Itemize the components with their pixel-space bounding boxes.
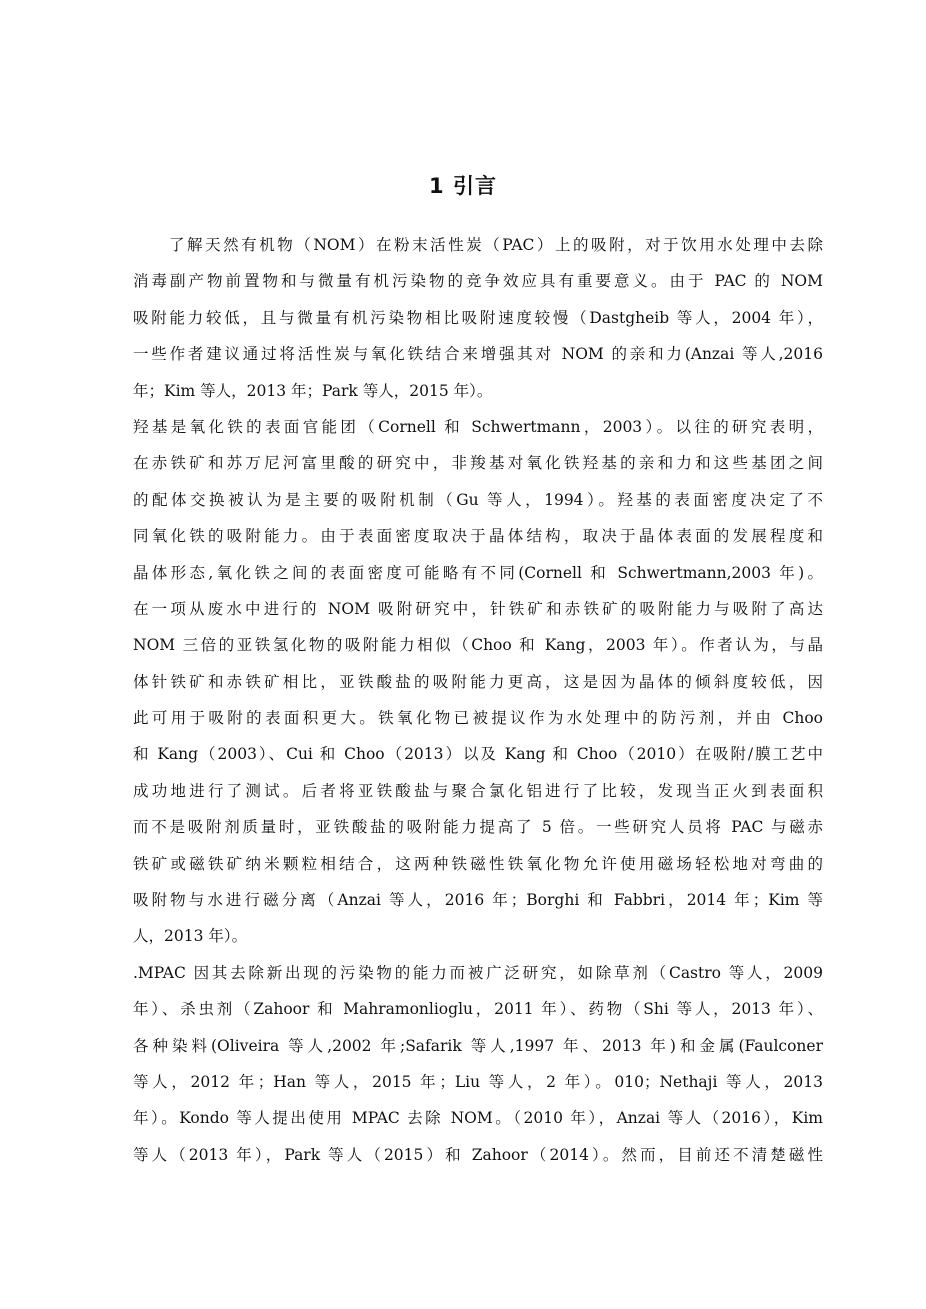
text-line: 吸附物与水进行磁分离（Anzai 等人，2016 年；Borghi 和 Fabbri，2014 年；Kim 等 — [133, 891, 823, 910]
body-text — [133, 227, 823, 1173]
text-line: 晶体形态,氧化铁之间的表面密度可能略有不同(Cornell 和 Schwertmann,2003 年)。 — [133, 563, 823, 582]
text-line: 羟基是氧化铁的表面官能团（Cornell 和 Schwertmann，2003）。以往的研究表明， — [133, 417, 823, 436]
text-line: 人，2013 年）。 — [133, 927, 248, 946]
text-line: 年）。Kondo 等人提出使用 MPAC 去除 NOM。（2010 年），Anzai 等人（2016），Kim — [133, 1109, 823, 1128]
section-title: 1 引言 — [429, 174, 497, 198]
text-line: 成功地进行了测试。后者将亚铁酸盐与聚合氯化铝进行了比较，发现当正火到表面积 — [133, 781, 823, 800]
text-line: 而不是吸附剂质量时，亚铁酸盐的吸附能力提高了 5 倍。一些研究人员将 PAC 与磁赤 — [133, 818, 823, 837]
text-line: 此可用于吸附的表面积更大。铁氧化物已被提议作为水处理中的防污剂，并由 Choo — [133, 709, 823, 728]
text-line: 年；Kim 等人，2013 年；Park 等人，2015 年）。 — [133, 381, 493, 400]
text-line: 等人（2013 年），Park 等人（2015）和 Zahoor（2014）。然而，目前还不清楚磁性 — [133, 1145, 823, 1164]
text-line: 在一项从废水中进行的 NOM 吸附研究中，针铁矿和赤铁矿的吸附能力与吸附了高达 — [133, 599, 823, 618]
text-line: 和 Kang（2003）、Cui 和 Choo（2013）以及 Kang 和 Choo（2010）在吸附/膜工艺中 — [133, 745, 823, 764]
text-line: 了解天然有机物（NOM）在粉末活性炭（PAC）上的吸附，对于饮用水处理中去除 — [169, 236, 823, 254]
text-line: 等人，2012 年；Han 等人，2015 年；Liu 等人，2 年）。010；Nethaji 等人，2013 — [133, 1072, 823, 1091]
text-line: 的配体交换被认为是主要的吸附机制（Gu 等人，1994）。羟基的表面密度决定了不 — [133, 490, 823, 509]
text-line: 在赤铁矿和苏万尼河富里酸的研究中，非羧基对氧化铁羟基的亲和力和这些基团之间 — [133, 454, 823, 473]
text-line: 一些作者建议通过将活性炭与氧化铁结合来增强其对 NOM 的亲和力(Anzai 等人,2016 — [133, 345, 823, 364]
text-line: .MPAC 因其去除新出现的污染物的能力而被广泛研究，如除草剂（Castro 等人，2009 — [133, 963, 823, 982]
text-line: NOM 三倍的亚铁氢化物的吸附能力相似（Choo 和 Kang，2003 年）。作者认为，与晶 — [133, 636, 823, 655]
text-line: 年）、杀虫剂（Zahoor 和 Mahramonlioglu，2011 年）、药物（Shi 等人，2013 年）、 — [133, 1000, 823, 1019]
text-line: 同氧化铁的吸附能力。由于表面密度取决于晶体结构，取决于晶体表面的发展程度和 — [133, 527, 823, 546]
text-line: 体针铁矿和赤铁矿相比，亚铁酸盐的吸附能力更高，这是因为晶体的倾斜度较低，因 — [133, 672, 823, 691]
text-line: 消毒副产物前置物和与微量有机污染物的竞争效应具有重要意义。由于 PAC 的 NOM — [133, 272, 823, 291]
text-line: 各种染料(Oliveira 等人,2002 年;Safarik 等人,1997 年、2013 年)和金属(Faulconer — [133, 1036, 823, 1055]
text-line: 吸附能力较低，且与微量有机污染物相比吸附速度较慢（Dastgheib 等人，2004 年）， — [133, 308, 823, 327]
text-line: 铁矿或磁铁矿纳米颗粒相结合，这两种铁磁性铁氧化物允许使用磁场轻松地对弯曲的 — [133, 854, 823, 873]
